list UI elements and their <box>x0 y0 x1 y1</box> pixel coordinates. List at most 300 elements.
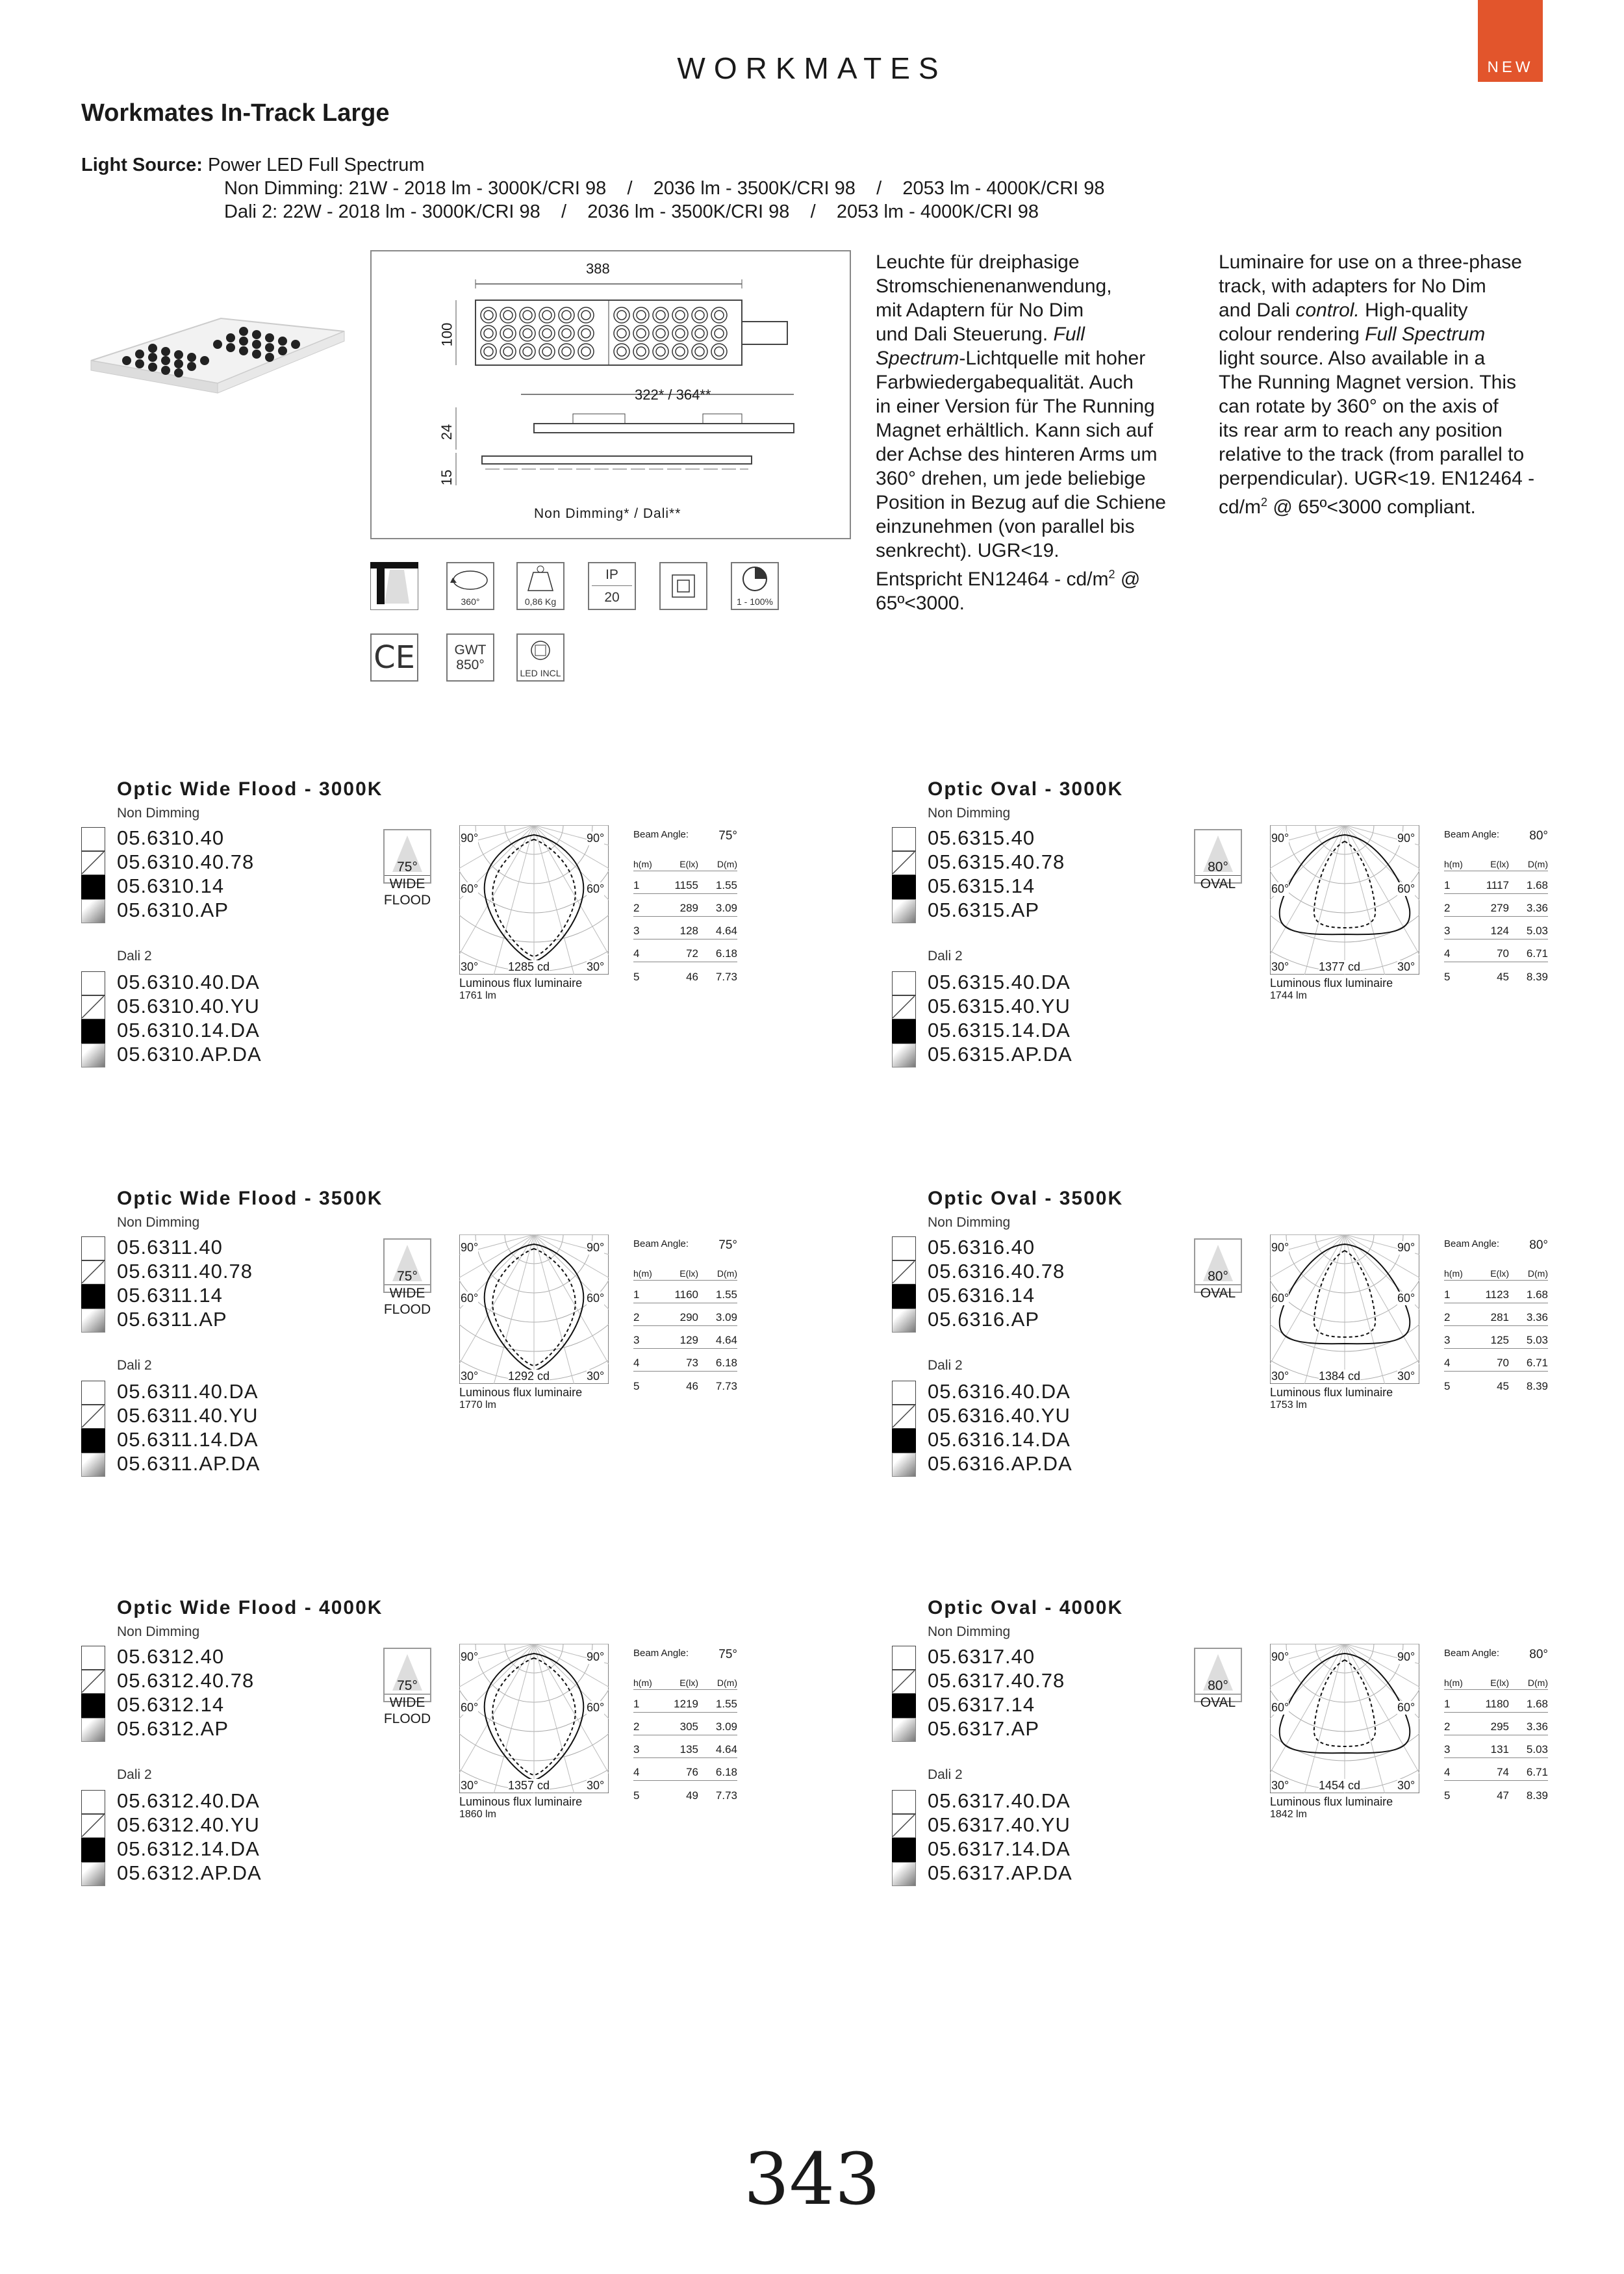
polar-angle-label: 90° <box>587 1650 605 1663</box>
description-line: light source. Also available in a <box>1219 348 1486 369</box>
header-e: E(lx) <box>1490 1678 1509 1688</box>
cell-e: 1117 <box>1486 879 1509 891</box>
table-row <box>1444 1781 1548 1804</box>
optic-name-1: OVAL <box>1200 1695 1236 1710</box>
table-row <box>1444 1303 1548 1326</box>
finish-swatch-black <box>81 875 105 899</box>
cell-e: 279 <box>1490 902 1509 914</box>
finish-swatch-black <box>892 1019 916 1043</box>
polar-angle-label: 90° <box>461 1241 479 1254</box>
polar-angle-label: 60° <box>1397 1701 1415 1714</box>
dim-15: 15 <box>438 469 455 486</box>
description-line: einzunehmen (von parallel bis <box>876 516 1135 537</box>
header-e: E(lx) <box>679 1268 698 1279</box>
table-row <box>633 894 737 917</box>
beam-angle-value: 75° <box>718 1648 737 1661</box>
header-d: D(m) <box>1527 1268 1548 1279</box>
product-code[interactable]: 05.6315.40.DA <box>928 971 1071 993</box>
non-dimming-label: Non Dimming <box>928 806 1011 821</box>
optic-section <box>117 778 806 1077</box>
product-code[interactable]: 05.6310.40.DA <box>117 971 260 993</box>
cell-h: 5 <box>633 971 640 983</box>
header-e: E(lx) <box>679 859 698 869</box>
light-source-line3: Dali 2: 22W - 2018 lm - 3000K/CRI 98 / 2036 lm - 3500K/CRI 98 / 2053 lm - 4000K/CRI 98 <box>224 201 1039 222</box>
led-included-icon <box>516 633 565 682</box>
cell-e: 125 <box>1490 1334 1509 1346</box>
beam-angle-value: 80° <box>1529 1648 1548 1661</box>
product-code[interactable]: 05.6312.40.DA <box>117 1789 260 1812</box>
polar-angle-label: 30° <box>1271 960 1289 973</box>
cell-e: 1123 <box>1485 1288 1509 1301</box>
cell-h: 2 <box>633 1311 640 1323</box>
product-code[interactable]: 05.6311.40.78 <box>117 1260 253 1283</box>
optic-name-1: OVAL <box>1200 876 1236 891</box>
product-code[interactable]: 05.6315.40 <box>928 826 1035 849</box>
polar-angle-label: 90° <box>1397 1241 1415 1254</box>
optic-label <box>372 859 443 908</box>
dali-label: Dali 2 <box>928 1358 963 1373</box>
cell-h: 1 <box>633 1698 640 1710</box>
polar-diagram <box>459 1234 609 1384</box>
product-code[interactable]: 05.6310.AP.DA <box>117 1043 262 1066</box>
dim-100: 100 <box>438 322 455 347</box>
table-row <box>633 1372 737 1394</box>
cell-d: 6.18 <box>715 1766 737 1778</box>
cell-h: 3 <box>1444 925 1451 937</box>
cell-e: 1219 <box>674 1698 698 1710</box>
polar-diagram <box>459 1644 609 1793</box>
product-title: Workmates In-Track Large <box>81 99 390 127</box>
product-code[interactable]: 05.6311.14 <box>117 1284 223 1307</box>
cell-e: 46 <box>686 971 698 983</box>
cell-d: 1.55 <box>715 1698 737 1710</box>
finish-swatch-white <box>81 1646 105 1670</box>
cell-e: 76 <box>686 1766 698 1778</box>
polar-wrapper <box>1270 825 1419 978</box>
polar-angle-label: 60° <box>587 1701 605 1714</box>
cell-h: 4 <box>633 1766 640 1778</box>
product-code[interactable]: 05.6312.40 <box>117 1645 225 1668</box>
cell-h: 3 <box>633 1334 640 1346</box>
table-row <box>633 1690 737 1713</box>
cell-d: 8.39 <box>1526 971 1548 983</box>
luminous-flux <box>459 1386 582 1412</box>
finish-swatch-white <box>81 971 105 995</box>
finish-swatch-black <box>81 1284 105 1309</box>
weight-icon <box>516 562 565 610</box>
polar-angle-label: 90° <box>461 832 479 845</box>
cell-e: 305 <box>679 1720 698 1733</box>
cell-d: 3.36 <box>1526 902 1548 914</box>
finish-swatch-diag <box>81 1814 105 1838</box>
description-line: its rear arm to reach any position <box>1219 420 1503 441</box>
luminous-flux-value: 1761 lm <box>459 990 496 1001</box>
product-code[interactable]: 05.6317.40.78 <box>928 1669 1065 1692</box>
product-code[interactable]: 05.6316.AP <box>928 1308 1040 1331</box>
beam-angle-label: Beam Angle: <box>633 829 689 840</box>
finish-swatch-white <box>81 1236 105 1260</box>
header-h: h(m) <box>633 1678 652 1688</box>
product-code[interactable]: 05.6311.AP.DA <box>117 1452 260 1475</box>
description-line: und Dali Steuerung. Full <box>876 324 1085 345</box>
cell-d: 5.03 <box>1526 1743 1548 1756</box>
table-row <box>1444 939 1548 962</box>
cell-e: 73 <box>686 1357 698 1369</box>
finish-swatch-diag <box>892 1670 916 1694</box>
cell-h: 4 <box>633 947 640 960</box>
technical-drawing <box>372 251 850 538</box>
finish-swatch-ap <box>81 1718 105 1742</box>
cell-h: 2 <box>1444 1720 1451 1733</box>
header-h: h(m) <box>633 1268 652 1279</box>
polar-angle-label: 90° <box>1397 1650 1415 1663</box>
beam-angle-label: Beam Angle: <box>1444 1648 1500 1659</box>
polar-angle-label: 30° <box>587 1779 605 1792</box>
table-row <box>1444 1735 1548 1758</box>
header-h: h(m) <box>1444 1268 1463 1279</box>
polar-diagram <box>1270 1644 1419 1793</box>
polar-angle-label: 90° <box>1397 832 1415 845</box>
finish-swatch-black <box>892 1694 916 1718</box>
cell-h: 1 <box>633 879 640 891</box>
ip-label: IP <box>605 567 618 582</box>
product-code[interactable]: 05.6311.40 <box>117 1236 223 1258</box>
light-source-line2: Non Dimming: 21W - 2018 lm - 3000K/CRI 98 / 2036 lm - 3500K/CRI 98 / 2053 lm - 4000K/CRI 98 <box>224 178 1105 199</box>
product-code[interactable]: 05.6317.14.DA <box>928 1837 1071 1860</box>
description-line: relative to the track (from parallel to <box>1219 444 1525 465</box>
polar-angle-label: 60° <box>1271 1292 1289 1305</box>
finish-swatch-diag <box>892 851 916 875</box>
beam-angle-value: 80° <box>1529 1238 1548 1252</box>
cell-e: 295 <box>1490 1720 1509 1733</box>
product-code[interactable]: 05.6317.40.DA <box>928 1789 1071 1812</box>
product-code[interactable]: 05.6312.14 <box>117 1693 225 1716</box>
cell-h: 2 <box>1444 1311 1451 1323</box>
luminous-flux-value: 1770 lm <box>459 1399 496 1411</box>
optic-angle: 75° <box>385 1678 430 1694</box>
illuminance-table <box>633 1238 737 1394</box>
finish-swatch-black <box>892 875 916 899</box>
luminous-flux-label: Luminous flux luminaire <box>459 1386 583 1399</box>
finish-swatch-black <box>81 1694 105 1718</box>
description-english <box>1219 250 1556 519</box>
optic-angle: 80° <box>1195 1678 1241 1694</box>
header-e: E(lx) <box>679 1678 698 1688</box>
cell-h: 3 <box>633 925 640 937</box>
light-source-block <box>81 153 1105 224</box>
product-code[interactable]: 05.6317.AP.DA <box>928 1861 1072 1884</box>
polar-angle-label: 90° <box>587 832 605 845</box>
product-code[interactable]: 05.6315.AP.DA <box>928 1043 1072 1066</box>
description-line: Stromschienenanwendung, <box>876 275 1112 297</box>
optic-section <box>117 1188 806 1487</box>
table-row <box>633 1326 737 1349</box>
description-line: Entspricht $EN12464 - cd/m^2$ @ <box>876 568 1141 590</box>
table-header-row <box>1444 1667 1548 1690</box>
table-row <box>633 1735 737 1758</box>
product-code[interactable]: 05.6316.40.78 <box>928 1260 1065 1283</box>
luminous-flux-value: 1860 lm <box>459 1809 496 1820</box>
table-row <box>633 1781 737 1804</box>
cell-h: 5 <box>633 1789 640 1802</box>
description-line: Leuchte für dreiphasige <box>876 251 1080 273</box>
product-code[interactable]: 05.6311.40.YU <box>117 1404 259 1427</box>
beam-angle-value: 80° <box>1529 829 1548 843</box>
cell-d: 3.09 <box>715 1311 737 1323</box>
product-code[interactable]: 05.6311.14.DA <box>117 1428 259 1451</box>
optic-label <box>1182 1678 1254 1711</box>
product-code[interactable]: 05.6310.40.78 <box>117 850 255 873</box>
product-code[interactable]: 05.6312.AP <box>117 1717 229 1740</box>
table-row <box>633 1713 737 1735</box>
illuminance-table <box>633 829 737 985</box>
cell-h: 1 <box>1444 1698 1451 1710</box>
cell-d: 1.55 <box>715 1288 737 1301</box>
polar-wrapper <box>459 825 609 978</box>
table-row <box>1444 1758 1548 1781</box>
track-icon <box>370 562 418 610</box>
product-code[interactable]: 05.6315.40.YU <box>928 995 1071 1017</box>
polar-angle-label: 60° <box>1271 1701 1289 1714</box>
product-code[interactable]: 05.6312.AP.DA <box>117 1861 262 1884</box>
beam-angle-label: Beam Angle: <box>633 1238 689 1249</box>
table-row <box>633 939 737 962</box>
header-e: E(lx) <box>1490 1268 1509 1279</box>
table-row <box>633 1281 737 1303</box>
table-row <box>1444 1690 1548 1713</box>
polar-angle-label: 30° <box>1271 1370 1289 1383</box>
product-code[interactable]: 05.6315.AP <box>928 899 1040 921</box>
luminous-flux <box>459 977 582 1003</box>
page-number: 343 <box>744 2138 880 2221</box>
finish-swatch-black <box>892 1838 916 1862</box>
dali-label: Dali 2 <box>928 1767 963 1782</box>
polar-angle-label: 60° <box>587 882 605 895</box>
polar-angle-label: 30° <box>587 960 605 973</box>
cell-e: 1160 <box>674 1288 698 1301</box>
optic-name-2: FLOOD <box>383 1302 431 1317</box>
gwt-icon <box>446 633 494 682</box>
header-d: D(m) <box>1527 859 1548 869</box>
cell-e: 281 <box>1490 1311 1509 1323</box>
cell-d: 8.39 <box>1526 1789 1548 1802</box>
product-code[interactable]: 05.6311.40.DA <box>117 1380 259 1403</box>
optic-angle: 75° <box>385 859 430 876</box>
finish-swatch-black <box>81 1019 105 1043</box>
product-code[interactable]: 05.6310.14 <box>117 875 225 897</box>
optic-section <box>928 778 1616 1077</box>
cell-d: 7.73 <box>715 1789 737 1802</box>
cell-h: 2 <box>633 1720 640 1733</box>
beam-angle-label: Beam Angle: <box>1444 1238 1500 1249</box>
finish-swatch-diag <box>892 1405 916 1429</box>
candela-value: 1377 cd <box>1319 960 1361 973</box>
finish-swatch-ap <box>892 899 916 923</box>
cell-d: 3.36 <box>1526 1720 1548 1733</box>
finish-swatch-white <box>892 971 916 995</box>
luminous-flux <box>459 1795 582 1821</box>
table-row <box>633 917 737 939</box>
header-d: D(m) <box>717 859 737 869</box>
description-line: $cd/m^2$ @ 65º<3000 compliant. <box>1219 496 1476 518</box>
header-d: D(m) <box>1527 1678 1548 1688</box>
table-row <box>1444 1713 1548 1735</box>
finish-swatch-diag <box>892 995 916 1019</box>
dali-label: Dali 2 <box>117 949 152 964</box>
cell-d: 1.68 <box>1526 1288 1548 1301</box>
dim-388: 388 <box>586 261 610 277</box>
beam-angle-row <box>1444 829 1548 849</box>
illuminance-table <box>1444 829 1548 985</box>
polar-angle-label: 90° <box>461 1650 479 1663</box>
cell-h: 5 <box>1444 1380 1451 1392</box>
polar-angle-label: 90° <box>587 1241 605 1254</box>
candela-value: 1285 cd <box>508 960 550 973</box>
polar-wrapper <box>459 1234 609 1387</box>
finish-swatch-white <box>892 1381 916 1405</box>
cell-e: 289 <box>679 902 698 914</box>
polar-wrapper <box>459 1644 609 1796</box>
table-row <box>1444 1372 1548 1394</box>
cell-h: 4 <box>1444 1357 1451 1369</box>
section-title: Optic Wide Flood - 3000K <box>117 778 383 800</box>
beam-angle-value: 75° <box>718 1238 737 1252</box>
finish-swatch-diag <box>81 851 105 875</box>
header-d: D(m) <box>717 1678 737 1688</box>
polar-diagram <box>1270 825 1419 975</box>
cell-e: 124 <box>1490 925 1509 937</box>
product-code[interactable]: 05.6316.40 <box>928 1236 1035 1258</box>
product-code[interactable]: 05.6310.AP <box>117 899 229 921</box>
product-code[interactable]: 05.6312.14.DA <box>117 1837 260 1860</box>
finish-swatch-diag <box>81 995 105 1019</box>
cell-d: 3.09 <box>715 1720 737 1733</box>
finish-swatch-diag <box>81 1260 105 1284</box>
cell-e: 45 <box>1497 1380 1509 1392</box>
section-title: Optic Wide Flood - 4000K <box>117 1597 383 1618</box>
cell-d: 4.64 <box>715 925 737 937</box>
polar-angle-label: 90° <box>1271 1241 1289 1254</box>
luminous-flux-label: Luminous flux luminaire <box>1270 1386 1393 1399</box>
non-dimming-label: Non Dimming <box>928 1624 1011 1639</box>
description-line: Farbwiedergabequalität. Auch <box>876 372 1134 393</box>
finish-swatch-ap <box>892 1718 916 1742</box>
header-d: D(m) <box>717 1268 737 1279</box>
cell-e: 46 <box>686 1380 698 1392</box>
cell-d: 6.18 <box>715 1357 737 1369</box>
product-code[interactable]: 05.6317.14 <box>928 1693 1035 1716</box>
cell-d: 7.73 <box>715 971 737 983</box>
optic-section <box>928 1597 1616 1896</box>
table-row <box>633 1349 737 1372</box>
weight-label: 0,86 Kg <box>524 596 557 607</box>
table-row <box>633 1303 737 1326</box>
polar-angle-label: 30° <box>1271 1779 1289 1792</box>
product-code[interactable]: 05.6317.40 <box>928 1645 1035 1668</box>
cell-d: 6.71 <box>1526 1766 1548 1778</box>
cell-d: 4.64 <box>715 1334 737 1346</box>
product-code[interactable]: 05.6312.40.78 <box>117 1669 255 1692</box>
product-code[interactable]: 05.6317.AP <box>928 1717 1040 1740</box>
table-header-row <box>633 849 737 871</box>
product-code[interactable]: 05.6315.14 <box>928 875 1035 897</box>
class-icon <box>659 562 707 610</box>
polar-wrapper <box>1270 1234 1419 1387</box>
beam-angle-value: 75° <box>718 829 737 843</box>
product-code[interactable]: 05.6310.40.YU <box>117 995 260 1017</box>
cell-e: 1180 <box>1485 1698 1509 1710</box>
product-code[interactable]: 05.6311.AP <box>117 1308 227 1331</box>
non-dimming-label: Non Dimming <box>928 1215 1011 1230</box>
finish-swatch-diag <box>892 1260 916 1284</box>
product-code[interactable]: 05.6316.14 <box>928 1284 1035 1307</box>
description-line: Magnet erhältlich. Kann sich auf <box>876 420 1153 441</box>
finish-swatch-ap <box>892 1862 916 1886</box>
polar-angle-label: 60° <box>461 1701 479 1714</box>
beam-angle-row <box>633 1648 737 1667</box>
product-code[interactable]: 05.6316.14.DA <box>928 1428 1071 1451</box>
optic-name-2: FLOOD <box>383 893 431 908</box>
finish-swatch-white <box>81 1381 105 1405</box>
product-code[interactable]: 05.6310.14.DA <box>117 1019 260 1041</box>
finish-swatch-ap <box>81 1453 105 1477</box>
finish-swatch-white <box>81 827 105 851</box>
cell-e: 290 <box>679 1311 698 1323</box>
polar-angle-label: 30° <box>461 1779 479 1792</box>
optic-name-2: FLOOD <box>383 1711 431 1726</box>
luminous-flux-label: Luminous flux luminaire <box>459 977 583 990</box>
optic-angle: 75° <box>385 1268 430 1285</box>
optic-label <box>372 1268 443 1318</box>
finish-swatch-white <box>892 1236 916 1260</box>
cell-h: 1 <box>1444 879 1451 891</box>
polar-angle-label: 60° <box>1397 1292 1415 1305</box>
cell-e: 45 <box>1497 971 1509 983</box>
polar-angle-label: 60° <box>1271 882 1289 895</box>
product-code[interactable]: 05.6310.40 <box>117 826 225 849</box>
beam-angle-row <box>1444 1648 1548 1667</box>
cell-d: 3.36 <box>1526 1311 1548 1323</box>
section-title: Optic Oval - 3000K <box>928 778 1124 800</box>
luminous-flux <box>1270 1795 1393 1821</box>
cell-h: 3 <box>1444 1743 1451 1756</box>
cell-h: 5 <box>1444 971 1451 983</box>
luminous-flux-label: Luminous flux luminaire <box>1270 977 1393 990</box>
product-code[interactable]: 05.6316.AP.DA <box>928 1452 1072 1475</box>
product-photo <box>81 305 354 435</box>
product-code[interactable]: 05.6312.40.YU <box>117 1813 260 1836</box>
polar-angle-label: 60° <box>461 882 479 895</box>
table-row <box>1444 1281 1548 1303</box>
cell-d: 6.18 <box>715 947 737 960</box>
gwt-label-1: GWT <box>454 643 487 658</box>
product-code[interactable]: 05.6316.40.DA <box>928 1380 1071 1403</box>
dimming-label: 1 - 100% <box>736 596 774 607</box>
product-code[interactable]: 05.6317.40.YU <box>928 1813 1071 1836</box>
product-code[interactable]: 05.6315.40.78 <box>928 850 1065 873</box>
drawing-caption: Non Dimming* / Dali** <box>534 506 681 521</box>
description-line: der Achse des hinteren Arms um <box>876 444 1158 465</box>
finish-swatch-black <box>892 1429 916 1453</box>
product-code[interactable]: 05.6315.14.DA <box>928 1019 1071 1041</box>
cell-e: 1155 <box>674 879 698 891</box>
product-code[interactable]: 05.6316.40.YU <box>928 1404 1071 1427</box>
finish-swatch-white <box>81 1790 105 1814</box>
cell-e: 129 <box>679 1334 698 1346</box>
cell-h: 3 <box>1444 1334 1451 1346</box>
description-line: 65º<3000. <box>876 593 965 614</box>
rotation-label: 360° <box>461 596 480 607</box>
